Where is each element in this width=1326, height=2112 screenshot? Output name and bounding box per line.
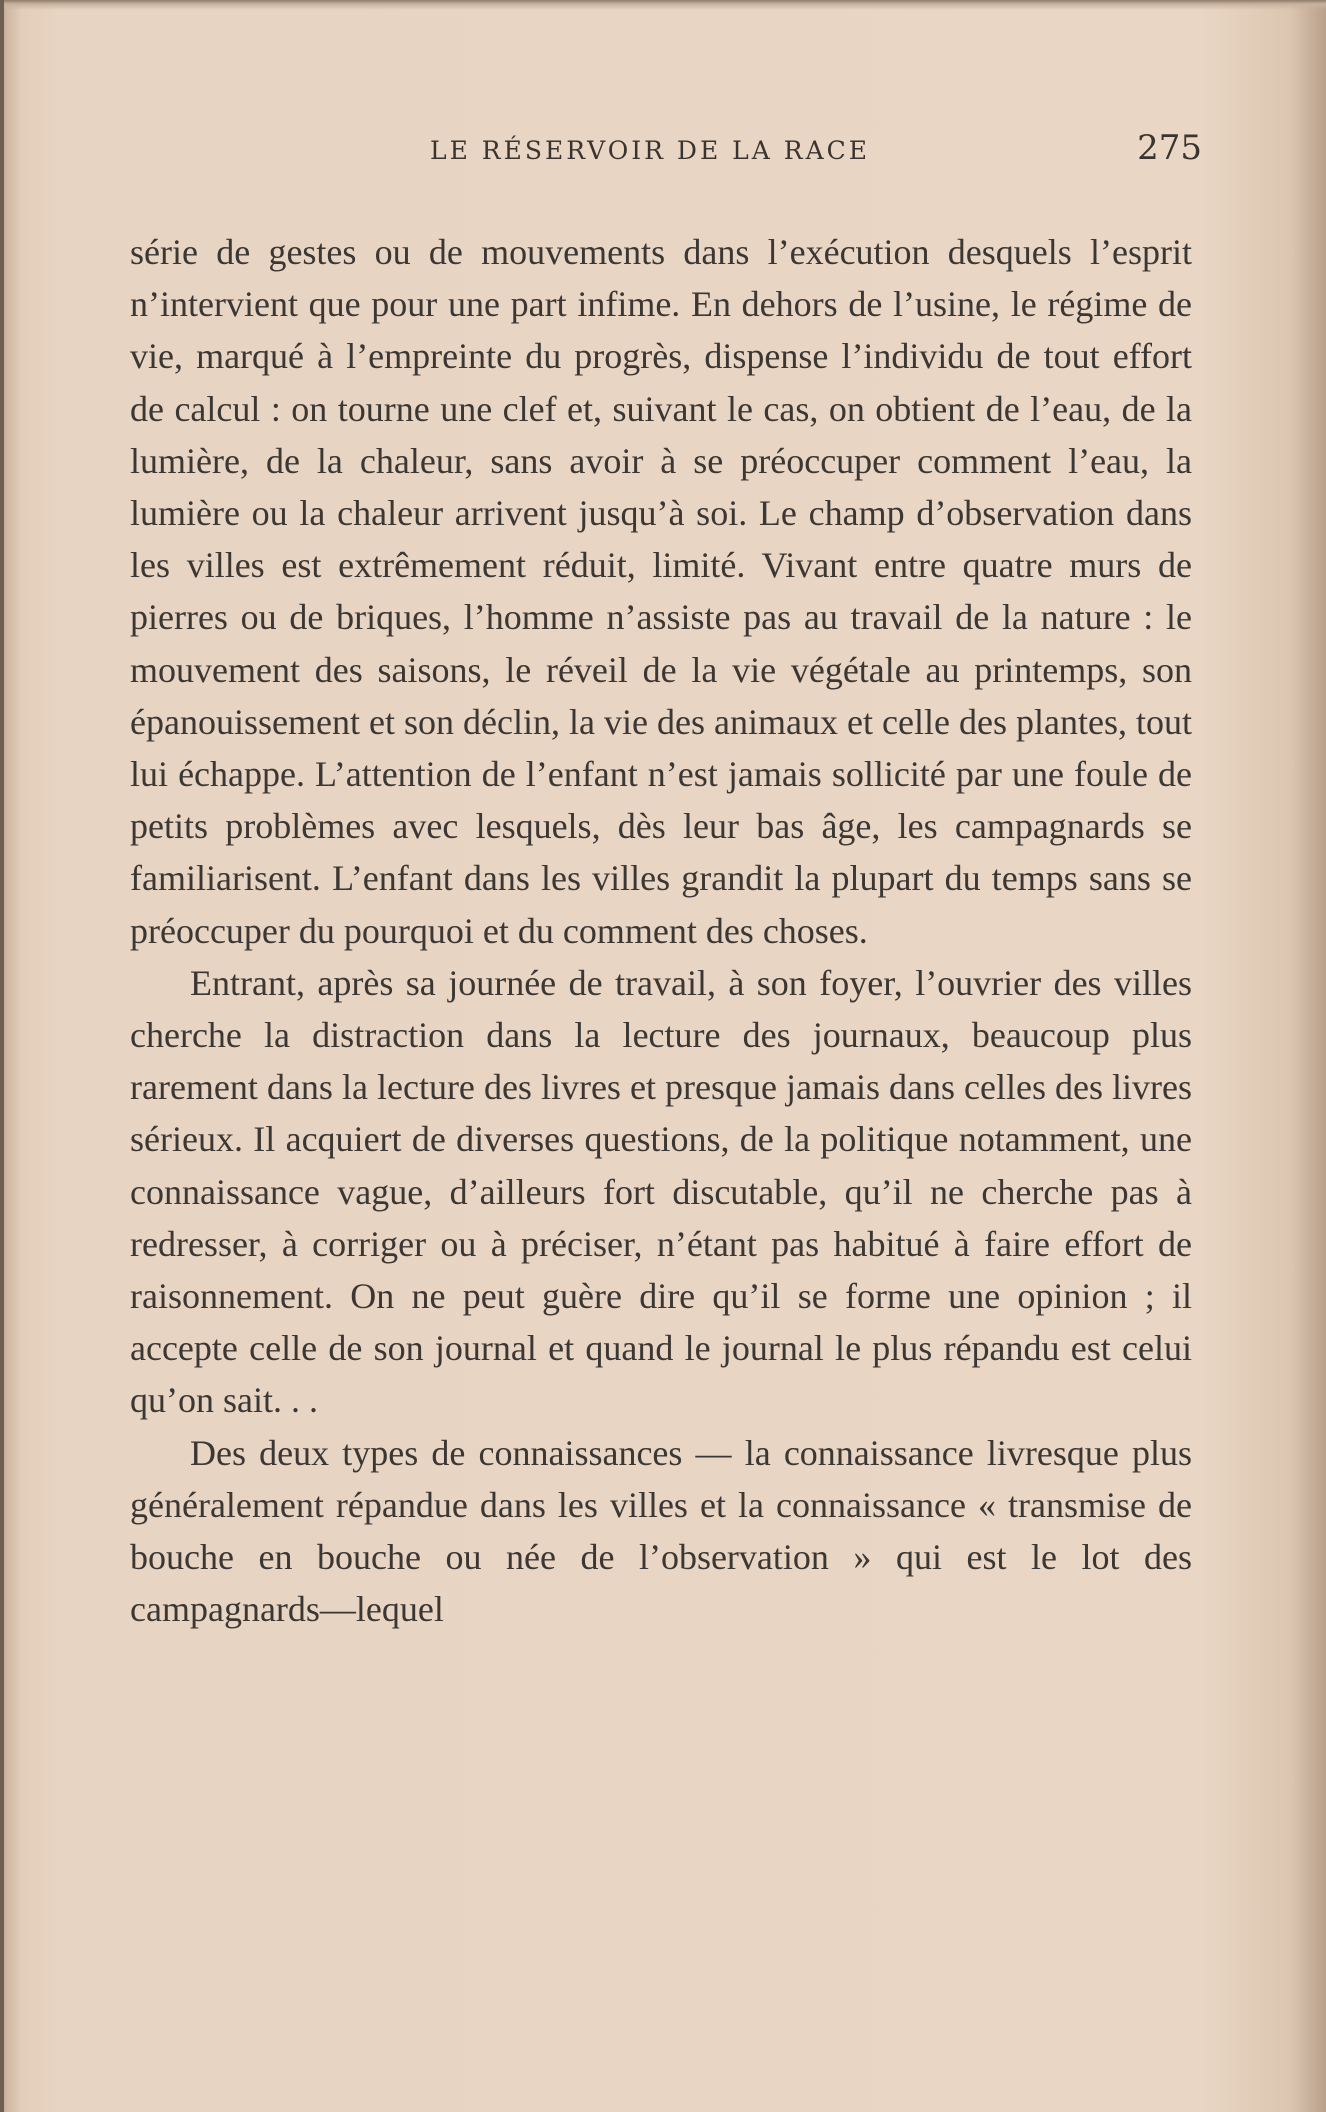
running-head: LE RÉSERVOIR DE LA RACE xyxy=(430,136,871,165)
paragraph-1: série de gestes ou de mouvements dans l’exécution desquels l’esprit n’intervient que pour une part infime. En dehors de l’usine, le régime de vie, marqué à l’empreinte du progrès, dispense l’individu de tout effort de calcul : on tourne une clef et, suivant le cas, on obtient de l’eau, de la lumière, de la chaleur, sans avoir à se préoccuper comment l’eau, la lumière ou la chaleur arrivent jusqu’à soi. Le champ d’observation dans les villes est extrêmement réduit, limité. Vivant entre quatre murs de pierres ou de briques, l’homme n’assiste pas au travail de la nature : le mouvement des saisons, le réveil de la vie végétale au printemps, son épanouissement et son déclin, la vie des animaux et celle des plantes, tout lui échappe. L’attention de l’enfant n’est jamais sollicité par une foule de petits problèmes avec lesquels, dès leur bas âge, les campagnards se familiarisent. L’enfant dans les villes grandit la plupart du temps sans se préoccuper du pourquoi et du comment des choses. xyxy=(130,232,1192,951)
page-number: 275 xyxy=(1137,128,1202,168)
body-text xyxy=(130,226,1192,1635)
page-header xyxy=(130,128,1202,178)
binding-edge xyxy=(0,0,4,2112)
paragraph-2: Entrant, après sa journée de travail, à son foyer, l’ouvrier des villes cherche la distraction dans la lecture des journaux, beaucoup plus rarement dans la lecture des livres et presque jamais dans celles des livres sérieux. Il acquiert de diverses questions, de la politique notamment, une connaissance vague, d’ailleurs fort discutable, qu’il ne cherche pas à redresser, à corriger ou à préciser, n’étant pas habitué à faire effort de raisonnement. On ne peut guère dire qu’il se forme une opinion ; il accepte celle de son journal et quand le journal le plus répandu est celui qu’on sait. . . xyxy=(130,962,1192,1421)
page-top-shadow xyxy=(0,0,1326,10)
paragraph-3: Des deux types de connaissances — la connaissance livresque plus généralement répandue dans les villes et la connaissance « transmise de bouche en bouche ou née de l’observation » qui est le lot des campagnards—lequel xyxy=(130,1432,1192,1630)
